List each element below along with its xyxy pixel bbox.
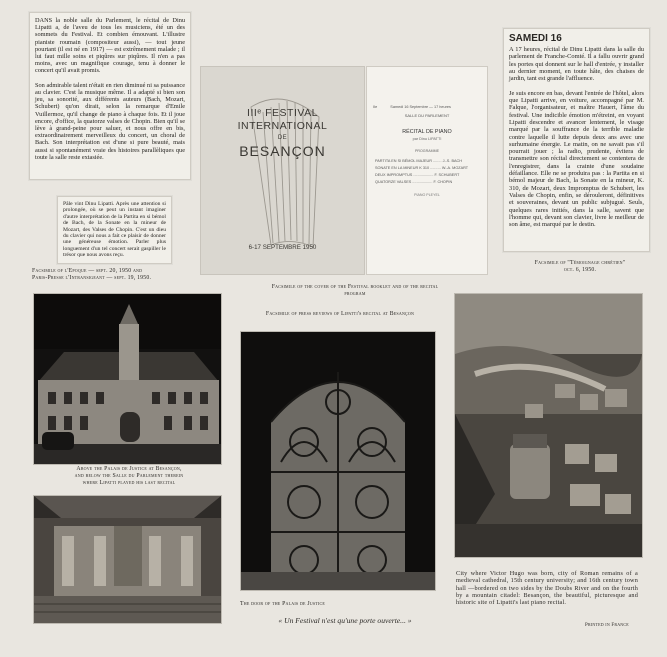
recital-program — [366, 66, 488, 275]
iron-gate-image — [241, 332, 435, 590]
booklet-line3: DE — [277, 135, 288, 141]
clipping-text: DANS la noble salle du Parlement, le récital de Dinu Lipatti a, de l'aveu de tous les musiciens, été un des sommets du Festival. Et combien émouvant. L'illustre pianiste roumain (compositeur aussi), — tout jeune pourtant (il est né en 1917) — est extrêmement malade ; il lui faut mille soins et piqûres sur piqûres. Il n'en a pas moins, avec un magnifique courage, tenu à donner le concert qu'il avait promis. Son admirable talent n'était en rien diminué ni sa puissance au clavier. C'est la musique même. Il a adapté si bien son jeu, sa sonorité, aux différents auteurs (Bach, Mozart, Schubert) qu'on dirait, selon la remarque d'Emile Vuillermoz, qu'il change de piano à chaque fois. Et il joue encore, d'office, la quatorze valses de Chopin. Bien qu'il se lève à grand-peine pour saluer, et nous offre en bis, extraordinairement merveilleux du concert, un choral de Bach. Son interprétation est d'une si pure beauté, mais aussi si spontanément vraie des histoires parallèliques que toute la salle reste extasiée. — [35, 17, 185, 161]
press-clipping-paris-presse — [57, 196, 172, 264]
program-item: QUATORZE VALSES ................... F. CHOPIN — [375, 180, 453, 184]
clipping-small-text: Pâle vint Dinu Lipatti. Après une attention si prolongée, où se peut un instant imaginer d'autre interprétation de la Partita en si bémol de Bach, de la Sonate en la mineur de Mozart, des Valses de Chopin. C'est un dieu du clavier qui nous a fait ce plaisir de donner une généreuse émotion. Parler plus longuement d'un tel concert serait gaspiller le trésor que nous avons reçu. — [63, 201, 168, 259]
caption-right — [505, 260, 655, 274]
caption-right-line1: Facsimile of "Témoignage chrétien" — [534, 260, 626, 266]
caption-reviews: Facsimile of press reviews of Lipatti's recital at Besançon — [265, 311, 415, 317]
booklet-dates: 6-17 SEPTEMBRE 1950 — [248, 244, 317, 251]
program-hall: SALLE DU PARLEMENT — [404, 113, 450, 118]
caption-center — [215, 284, 495, 298]
caption-center-line2: program — [344, 291, 366, 297]
closing-quote: « Un Festival n'est qu'une porte ouverte... » — [278, 616, 412, 625]
caption-palais-line2: and below the Salle du Parlement therein — [74, 473, 184, 479]
press-clipping-temoignage — [503, 28, 650, 252]
caption-left-line2: Paris-Presse l'Intransigeant — sept. 19, 1950. — [32, 275, 152, 281]
caption-palais — [44, 466, 214, 487]
caption-palais-line3: where Lipatti played his last recital — [82, 480, 176, 486]
program-header-left: IIe — [373, 105, 378, 109]
program-item: DEUX IMPROMPTUS ................... F. SCHUBERT — [375, 173, 460, 177]
program-footer: PIANO PLEYEL — [414, 193, 440, 197]
clipping-right-heading: SAMEDI 16 — [509, 33, 562, 44]
palais-door-photo — [240, 331, 436, 591]
festival-booklet-cover — [200, 66, 365, 275]
harp-icon — [201, 67, 364, 274]
palais-de-justice-photo — [33, 293, 222, 465]
program-item: PARTITA EN SI BÉMOL MAJEUR ........ J.-S. BACH — [375, 159, 462, 163]
clipping-right-text: A 17 heures, récital de Dinu Lipatti dans la salle du parlement de Franche-Comté. Il a fallu ouvrir grand les portes qui donnent sur le hall d'entrée, y installer au dernier moment, en toute hâte, des chaises de jardin, tant est grande l'affluence. Je suis encore en bas, devant l'entrée de l'hôtel, alors que Lipatti arrive, en voiture, accompagné par M. Falque, l'organisateur, et maître Hauert, l'âme du festival. Une indicible émotion m'étreint, en voyant Lipatti descendre et avancer lentement, le visage marqué par la souffrance de la terrible maladie contre laquelle il lutte depuis deux ans avec une surhumaine énergie. Le matin, on ne savait pas s'il pourrait jouer ; la radio, prudente, évitera de transmettre son récital directement se contentera de l'enregistrer, dans la crainte d'une soudaine défaillance. Elle ne se produira pas : la Partita en si bémol majeur de Bach, la Sonate en la mineur, K. 310, de Mozart, deux Impromptus de Schubert, les Valses de Chopin, enfin, se dérouleront, définitives et souveraines, devant un public subjugué. Seuls, quelques rares initiés, dans la salle, savent que l'homme qui, devant son clavier, livre le meilleur de son âme, est marqué par le destin. — [509, 46, 644, 229]
palais-building-image — [34, 294, 221, 464]
press-clipping-epoque — [29, 12, 191, 180]
printed-in-france: Printed in France — [585, 623, 629, 628]
caption-city: City where Victor Hugo was born, city of Roman remains of a medieval cathedral, 15th century university; and 16th century town hall —bordered on two sides by the Doubs River and on the fourth by a mountain citadel: Besançon, the beautiful, picturesque and historic site of Lipatti's last piano recital. — [456, 570, 638, 607]
program-item: SONATE EN LA MINEUR K 310 .......... W.-A. MOZART — [375, 166, 469, 170]
program-header-mid: Samedi 16 Septembre — 17 heures — [390, 105, 451, 109]
caption-palais-line1: Above the Palais de Justice at Besançon, — [76, 466, 182, 472]
program-artist: par Dinu LIPATTI — [412, 137, 442, 141]
besancon-city-photo — [454, 293, 643, 558]
booklet-line1: IIIᵉ FESTIVAL — [247, 107, 318, 119]
salle-du-parlement-photo — [33, 495, 222, 624]
booklet-line2: INTERNATIONAL — [237, 120, 328, 132]
booklet-line4: BESANÇON — [239, 143, 326, 159]
caption-center-line1: Facsimile of the cover of the Festival booklet and of the recital — [271, 284, 439, 290]
salle-interior-image — [34, 496, 221, 623]
city-view-image — [455, 294, 642, 557]
program-title: RÉCITAL DE PIANO — [402, 129, 452, 135]
caption-door: The door of the Palais de Justice — [240, 601, 325, 607]
program-section: PROGRAMME — [415, 149, 439, 153]
caption-left-line1: Facsimile of l'Epoque — sept. 20, 1950 and — [32, 268, 143, 274]
caption-right-line2: oct. 6, 1950. — [563, 267, 597, 273]
caption-left — [32, 268, 202, 282]
